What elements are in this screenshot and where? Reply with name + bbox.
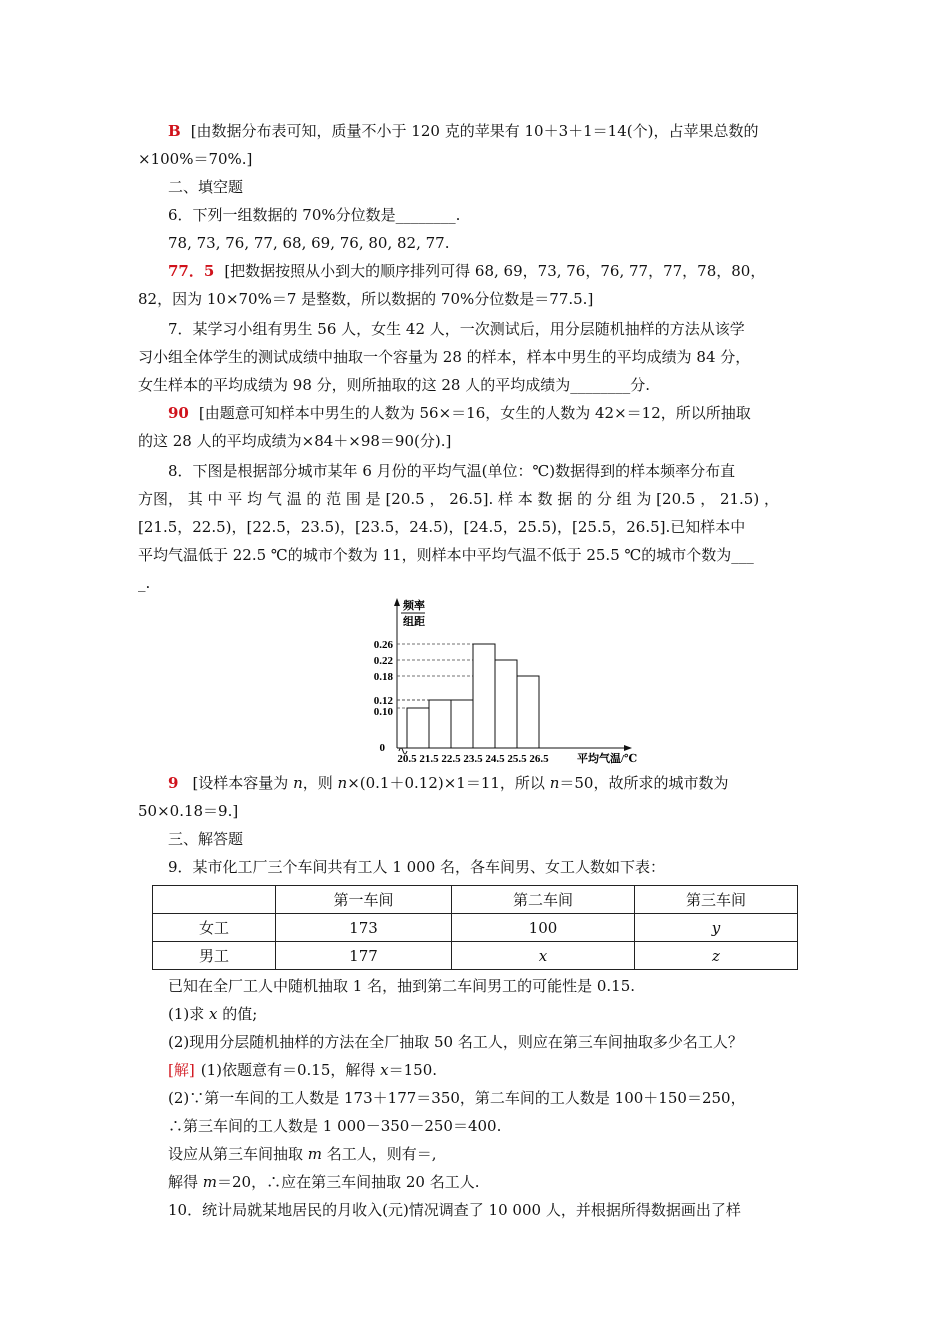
table-cell: 女工 <box>153 914 276 942</box>
answer-7-line1: 90 [由题意可知样本中男生的人数为 56×＝16，女生的人数为 42×＝12，所以所抽取 <box>168 404 751 422</box>
question-8-line3: [21.5，22.5)，[22.5，23.5)，[23.5，24.5)，[24.5，25.5)，[25.5，26.5].已知样本中 <box>138 518 746 536</box>
table-cell: 173 <box>276 914 452 942</box>
y-axis-label-top: 频率 <box>403 600 425 612</box>
answer-7-line2: 的这 28 人的平均成绩为×84＋×98＝90(分).] <box>138 432 452 450</box>
origin-label: 0 <box>379 742 385 754</box>
histogram-bar <box>407 708 429 748</box>
x-axis-label: 平均气温/℃ <box>577 753 638 765</box>
section-solve-heading: 三、解答题 <box>168 830 244 848</box>
question-9-condition: 已知在全厂工人中随机抽取 1 名，抽到第二车间男工的可能性是 0.15. <box>168 977 636 995</box>
solution-tag: [解] <box>168 1061 195 1079</box>
answer-8-label: 9 <box>168 774 179 792</box>
answer-5-line1: B [由数据分布表可知，质量不小于 120 克的苹果有 10＋3＋1＝14(个)，占苹果总数的 <box>168 122 759 140</box>
solution-9-line2: (2)∵第一车间的工人数是 173＋177＝350，第二车间的工人数是 100＋150＝250， <box>168 1089 746 1107</box>
solution-9-line4: 设应从第三车间抽取 m 名工人，则有＝, <box>168 1145 437 1163</box>
frequency-histogram <box>355 595 645 770</box>
answer-6-line1: 77．5 [把数据按照从小到大的顺序排列可得 68, 69，73, 76，76, 77，77，78，80， <box>168 262 766 280</box>
histogram-bar <box>473 644 495 748</box>
table-cell: z <box>635 942 798 970</box>
answer-5-label: B <box>168 122 181 140</box>
question-9: 9．某市化工厂三个车间共有工人 1 000 名，各车间男、女工人数如下表： <box>168 858 666 876</box>
histogram-bar <box>495 660 517 748</box>
histogram-bar <box>517 676 539 748</box>
table-header-cell: 第三车间 <box>635 886 798 914</box>
x-tick-label: 20.5 <box>397 753 417 765</box>
answer-8-line1: 9 [设样本容量为 n，则 n×(0.1＋0.12)×1＝11，所以 n＝50，故所求的城市数为 <box>168 774 729 792</box>
table-header-cell: 第二车间 <box>452 886 635 914</box>
table-cell: 男工 <box>153 942 276 970</box>
y-tick-label: 0.12 <box>373 695 393 707</box>
solution-9-line1: [解] (1)依题意有＝0.15，解得 x＝150. <box>168 1061 438 1079</box>
histogram-bars <box>407 644 539 748</box>
x-tick-label: 26.5 <box>529 753 549 765</box>
question-9-part2: (2)现用分层随机抽样的方法在全厂抽取 50 名工人，则应在第三车间抽取多少名工人？ <box>168 1033 743 1051</box>
y-axis-arrow <box>394 598 400 606</box>
answer-5-line2: ×100%＝70%.] <box>138 150 253 168</box>
answer-8-line2: 50×0.18＝9.] <box>138 802 239 820</box>
x-tick-label: 25.5 <box>507 753 527 765</box>
y-tick-label: 0.26 <box>373 639 393 651</box>
x-tick-label: 21.5 <box>419 753 439 765</box>
table-cell: 177 <box>276 942 452 970</box>
x-tick-label: 22.5 <box>441 753 461 765</box>
question-7-line1: 7．某学习小组有男生 56 人，女生 42 人，一次测试后，用分层随机抽样的方法从该学 <box>168 320 745 338</box>
answer-7-label: 90 <box>168 404 189 422</box>
x-tick-label: 24.5 <box>485 753 505 765</box>
question-8-line5: _. <box>138 574 151 592</box>
question-8-line4: 平均气温低于 22.5 ℃的城市个数为 11，则样本中平均气温不低于 25.5 ℃的城市个数为___ <box>138 546 754 564</box>
solution-9-line5: 解得 m＝20，∴应在第三车间抽取 20 名工人. <box>168 1173 480 1191</box>
y-tick-label: 0.10 <box>373 706 393 718</box>
answer-6-line2: 82，因为 10×70%＝7 是整数，所以数据的 70%分位数是＝77.5.] <box>138 290 594 308</box>
answer-6-label: 77．5 <box>168 262 215 280</box>
question-8-line2: 方图， 其 中 平 均 气 温 的 范 围 是 [20.5 ， 26.5]. 样 本 数 据 的 分 组 为 [20.5 ， 21.5) ， <box>138 490 779 508</box>
y-tick-label: 0.18 <box>373 671 393 683</box>
solution-9-line3: ∴第三车间的工人数是 1 000－350－250＝400. <box>168 1117 502 1135</box>
section-fill-in-heading: 二、填空题 <box>168 178 244 196</box>
workshop-table <box>152 885 798 970</box>
table-header-cell <box>153 886 276 914</box>
table-header-cell: 第一车间 <box>276 886 452 914</box>
y-axis-label-bottom: 组距 <box>403 616 425 628</box>
x-axis-arrow <box>624 745 632 751</box>
question-7-line2: 习小组全体学生的测试成绩中抽取一个容量为 28 的样本，样本中男生的平均成绩为 84 分， <box>138 348 751 366</box>
table-cell: 100 <box>452 914 635 942</box>
question-7-line3: 女生样本的平均成绩为 98 分，则所抽取的这 28 人的平均成绩为________分. <box>138 376 651 394</box>
histogram-bar <box>429 700 451 748</box>
question-6-data: 78, 73, 76, 77, 68, 69, 76, 80, 82, 77. <box>168 234 450 252</box>
histogram-bar <box>451 700 473 748</box>
question-6: 6．下列一组数据的 70%分位数是________. <box>168 206 461 224</box>
y-tick-label: 0.22 <box>373 655 393 667</box>
table-header-row <box>153 886 798 914</box>
table-row <box>153 942 798 970</box>
question-9-part1: (1)求 x 的值; <box>168 1005 258 1023</box>
table-cell: y <box>635 914 798 942</box>
question-10: 10．统计局就某地居民的月收入(元)情况调查了 10 000 人，并根据所得数据画出了样 <box>168 1201 741 1219</box>
table-cell: x <box>452 942 635 970</box>
question-8-line1: 8．下图是根据部分城市某年 6 月份的平均气温(单位：℃)数据得到的样本频率分布直 <box>168 462 736 480</box>
x-tick-label: 23.5 <box>463 753 483 765</box>
table-row <box>153 914 798 942</box>
